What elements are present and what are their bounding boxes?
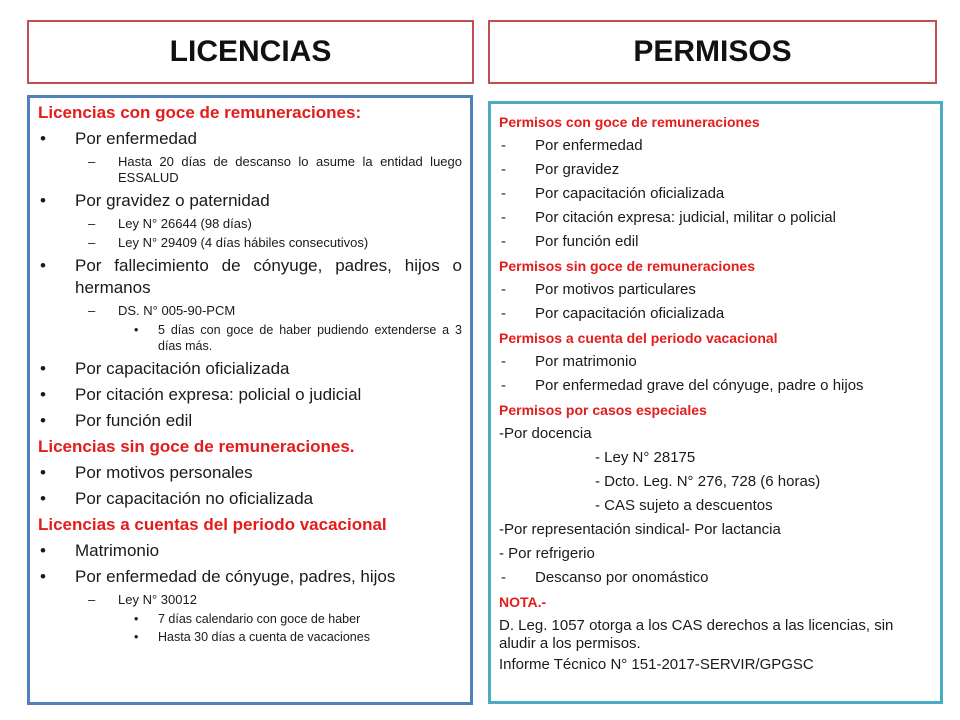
list-item — [38, 255, 462, 299]
nota-title: NOTA.- — [499, 594, 547, 610]
licencias-header — [27, 20, 474, 84]
permisos-sin-goce-list — [499, 278, 932, 326]
list-item — [499, 494, 932, 518]
permisos-title: PERMISOS — [633, 35, 792, 68]
bullet-icon: • — [40, 359, 46, 378]
item-text: Por citación expresa: judicial, militar o policial — [535, 209, 836, 226]
item-text: Hasta 20 días de descanso lo asume la entidad luego ESSALUD — [118, 154, 462, 185]
list-item — [38, 540, 462, 562]
item-text: Por función edil — [535, 233, 639, 250]
dash-icon: - — [501, 353, 506, 370]
bullet-icon: • — [40, 191, 46, 210]
dash-icon: - — [501, 233, 506, 250]
item-text: DS. N° 005-90-PCM — [118, 303, 236, 318]
section-title: Permisos sin goce de remuneraciones — [499, 258, 755, 274]
dash-icon: – — [88, 154, 96, 169]
item-text: Por fallecimiento de cónyuge, padres, hijos o hermanos — [75, 256, 462, 297]
dash-icon: – — [88, 592, 96, 607]
bullet-icon: • — [40, 541, 46, 560]
list-item — [38, 566, 462, 588]
item-text: Por motivos personales — [75, 463, 253, 482]
section-title: Licencias sin goce de remuneraciones. — [38, 437, 355, 456]
section-title: Permisos por casos especiales — [499, 402, 707, 418]
list-subsubitem — [38, 322, 462, 354]
dash-icon: - — [501, 161, 506, 178]
item-text: Por capacitación no oficializada — [75, 489, 314, 508]
list-item — [499, 206, 932, 230]
item-text: Ley N° 30012 — [118, 592, 197, 607]
list-item — [38, 128, 462, 150]
item-text: Matrimonio — [75, 541, 160, 560]
list-item — [38, 462, 462, 484]
dash-icon: – — [88, 303, 96, 318]
list-item — [499, 302, 932, 326]
licencias-title: LICENCIAS — [169, 35, 332, 68]
item-text: 5 días con goce de haber pudiendo extenderse a 3 días más. — [158, 323, 462, 353]
bullet-icon: • — [40, 129, 46, 148]
bullet-icon: • — [134, 612, 139, 626]
list-subsubitem — [38, 629, 462, 645]
list-item — [499, 350, 932, 374]
bullet-icon: • — [40, 489, 46, 508]
dash-icon: - — [501, 281, 506, 298]
list-item — [499, 182, 932, 206]
list-item — [499, 278, 932, 302]
dash-icon: – — [88, 235, 96, 250]
item-text: - CAS sujeto a descuentos — [595, 497, 773, 514]
item-text: Por enfermedad grave del cónyuge, padre o hijos — [535, 377, 864, 394]
item-text: Por motivos particulares — [535, 281, 696, 298]
dash-icon: – — [88, 216, 96, 231]
bullet-icon: • — [40, 256, 46, 275]
list-subitem — [38, 235, 462, 251]
list-item: - Por refrigerio — [499, 545, 595, 562]
item-text: Por enfermedad — [535, 137, 643, 154]
section-title: Permisos a cuenta del periodo vacacional — [499, 330, 778, 346]
list-item: -Por representación sindical- Por lactancia — [499, 521, 781, 538]
item-text: Por gravidez — [535, 161, 620, 178]
section-title: Permisos con goce de remuneraciones — [499, 114, 760, 130]
item-text: Por citación expresa: policial o judicial — [75, 385, 362, 404]
docencia-list — [499, 446, 932, 518]
list-item — [499, 566, 932, 590]
licencias-panel — [27, 95, 473, 705]
item-text: Hasta 30 días a cuenta de vacaciones — [158, 630, 370, 644]
list-item — [499, 374, 932, 398]
list-subitem — [38, 592, 462, 608]
list-item — [499, 158, 932, 182]
dash-icon: - — [501, 305, 506, 322]
list-subitem — [38, 216, 462, 232]
bullet-icon: • — [40, 463, 46, 482]
list-item — [38, 384, 462, 406]
bullet-icon: • — [134, 323, 139, 337]
item-text: Descanso por onomástico — [535, 569, 709, 586]
list-subsubitem — [38, 611, 462, 627]
list-item — [499, 470, 932, 494]
list-item — [38, 190, 462, 212]
bullet-icon: • — [40, 567, 46, 586]
dash-icon: - — [501, 569, 506, 586]
permisos-vacacional-list — [499, 350, 932, 398]
permisos-header — [488, 20, 937, 84]
bullet-icon: • — [40, 411, 46, 430]
item-text: - Dcto. Leg. N° 276, 728 (6 horas) — [595, 473, 821, 490]
list-item — [499, 446, 932, 470]
nota-reference: Informe Técnico N° 151-2017-SERVIR/GPGSC — [499, 656, 814, 673]
item-text: Por enfermedad — [75, 129, 197, 148]
dash-icon: - — [501, 377, 506, 394]
item-text: Por enfermedad de cónyuge, padres, hijos — [75, 567, 396, 586]
item-text: Ley N° 29409 (4 días hábiles consecutivos) — [118, 235, 369, 250]
dash-icon: - — [501, 209, 506, 226]
item-text: Por capacitación oficializada — [535, 305, 725, 322]
dash-icon: - — [501, 185, 506, 202]
list-item — [38, 358, 462, 380]
permisos-con-goce-list — [499, 134, 932, 254]
item-text: Por función edil — [75, 411, 193, 430]
item-text: - Ley N° 28175 — [595, 449, 696, 466]
list-item — [38, 488, 462, 510]
list-subitem — [38, 154, 462, 186]
list-item — [499, 230, 932, 254]
permisos-panel — [488, 101, 943, 704]
list-item — [499, 134, 932, 158]
item-text: Ley N° 26644 (98 días) — [118, 216, 252, 231]
bullet-icon: • — [134, 630, 139, 644]
section-title: Licencias a cuentas del periodo vacacional — [38, 515, 387, 534]
item-text: Por matrimonio — [535, 353, 637, 370]
item-text: Por capacitación oficializada — [535, 185, 725, 202]
item-text: 7 días calendario con goce de haber — [158, 612, 361, 626]
item-text: Por capacitación oficializada — [75, 359, 290, 378]
nota-text: D. Leg. 1057 otorga a los CAS derechos a las licencias, sin aludir a los permisos. — [499, 617, 894, 652]
bullet-icon: • — [40, 385, 46, 404]
list-item: -Por docencia — [499, 425, 592, 442]
list-subitem — [38, 303, 462, 319]
list-item — [38, 410, 462, 432]
section-title: Licencias con goce de remuneraciones: — [38, 103, 362, 122]
dash-icon: - — [501, 137, 506, 154]
item-text: Por gravidez o paternidad — [75, 191, 270, 210]
